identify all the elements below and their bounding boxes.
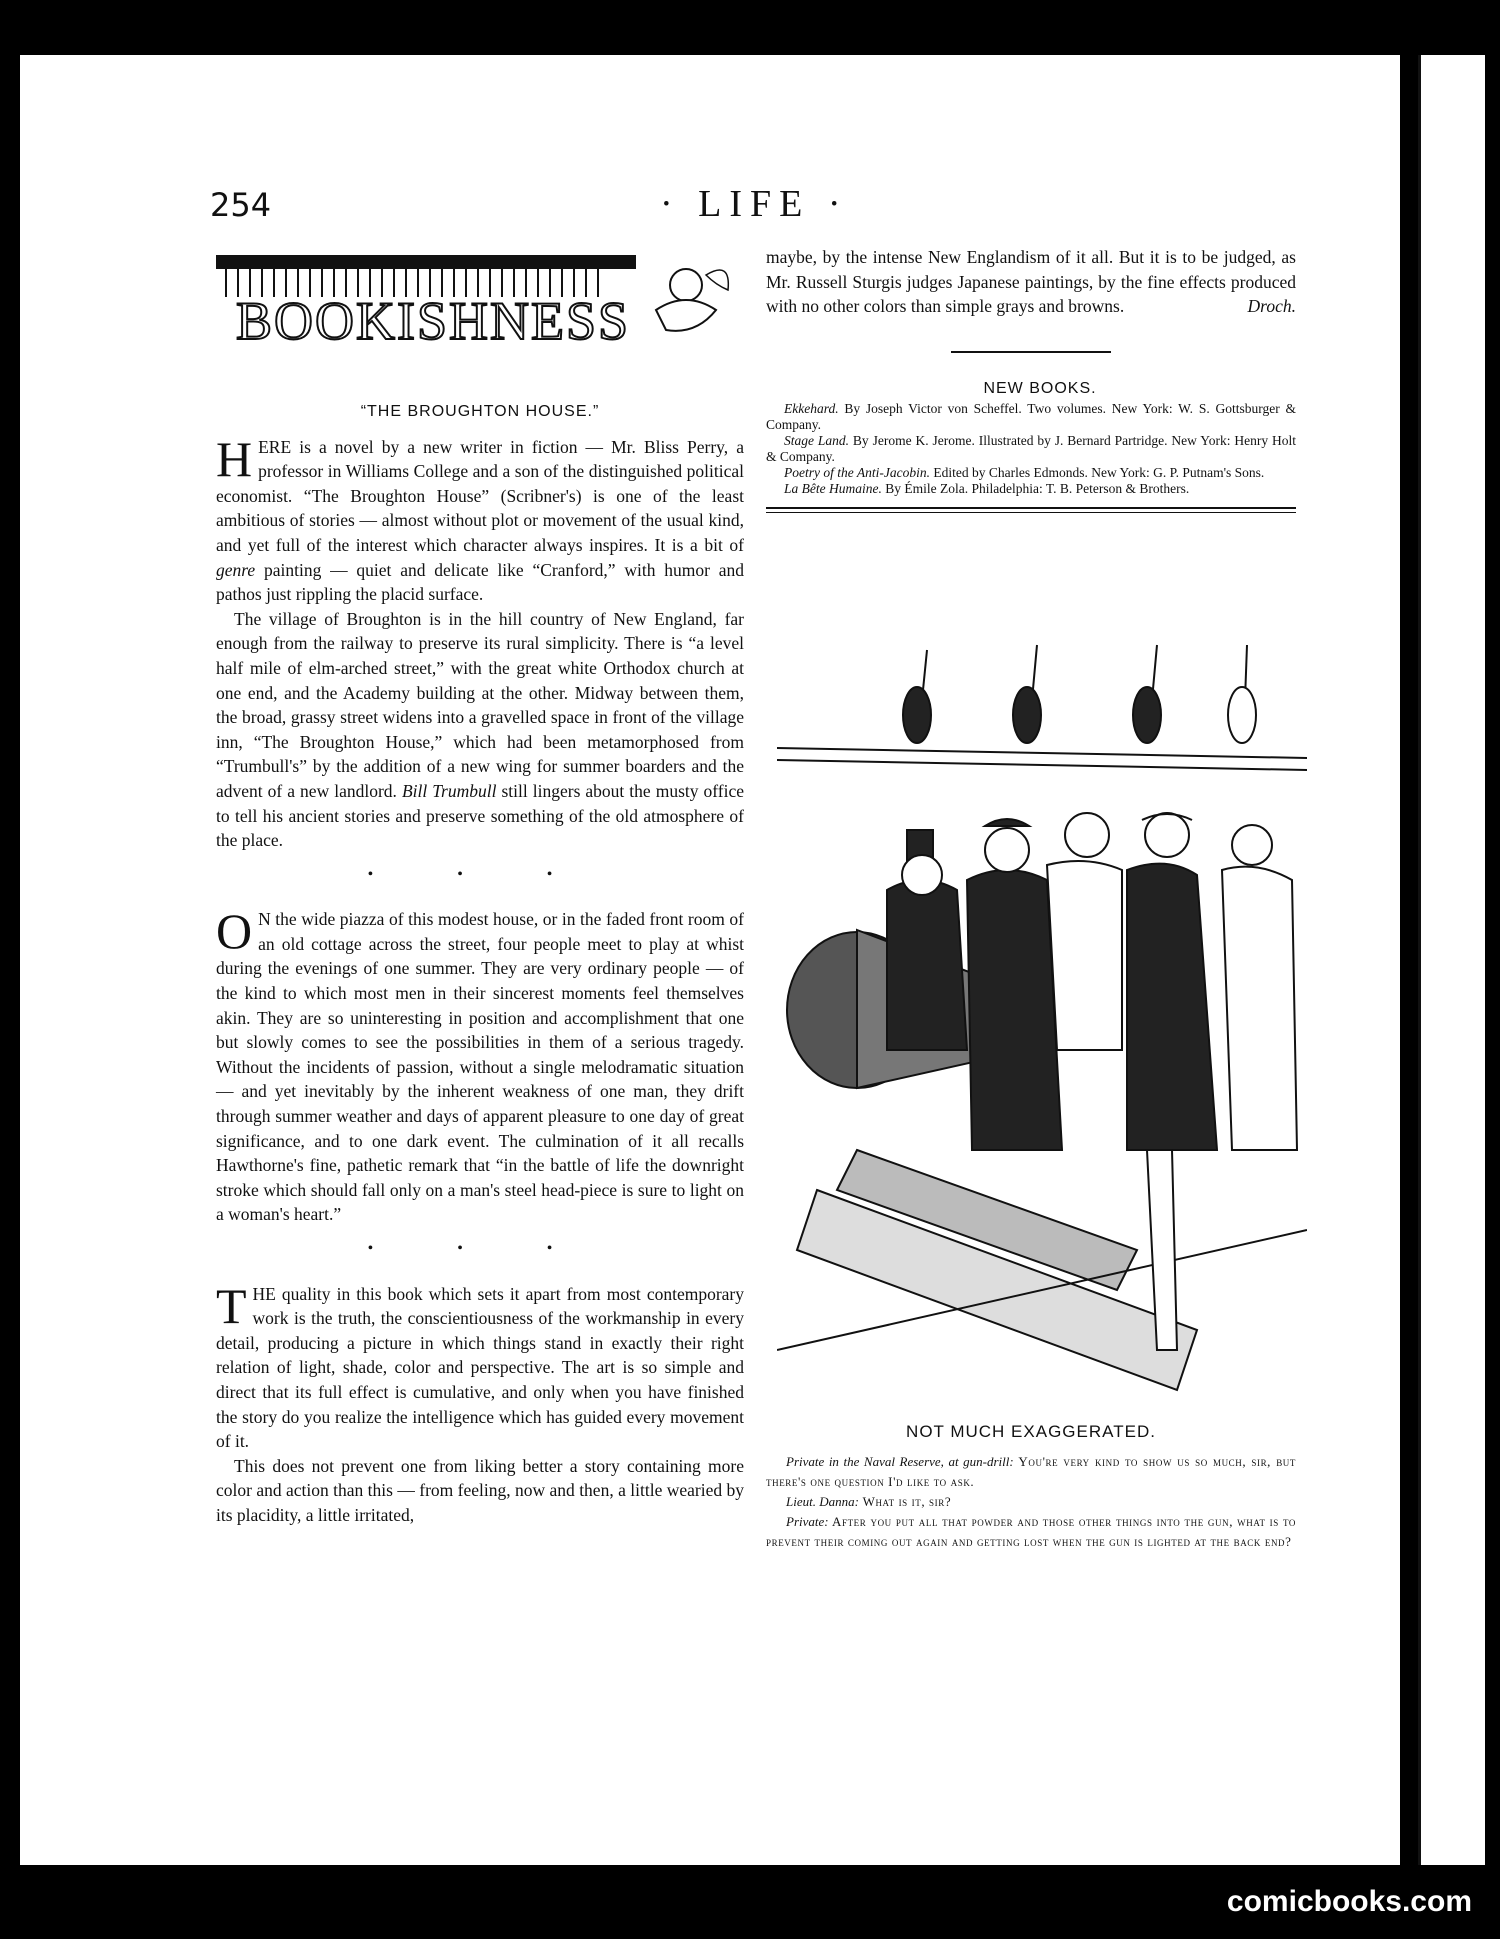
dialogue-line (766, 1512, 1296, 1552)
text-run: is a novel by a new writer in fiction — Mr. Bliss Perry, a professor in Williams College and a son of the distinguished political economist. “The Broughton House” (Scribner's) is one of the least ambitious of stories — almost without plot or movement of the usual kind, and yet full of the interest which character always inspires. It is a bit of (216, 436, 744, 555)
dialogue-text: What is it, sir? (858, 1494, 952, 1509)
book-title: Ekkehard. (784, 401, 839, 417)
dialogue-line (766, 1492, 1296, 1512)
book-title: Poetry of the Anti-Jacobin. (784, 465, 930, 481)
illustration-art (777, 630, 1307, 1398)
drop-cap: O (216, 903, 253, 960)
book-details: By Joseph Victor von Scheffel. Two volumes. New York: W. S. Gottsburger & Company. (766, 401, 1296, 433)
text-run: maybe, by the intense New Englandism of it all. But it is to be judged, as Mr. Russell Sturgis judges Japanese paintings, by the fine effects produced with no other colors than simple grays and browns. (766, 247, 1296, 317)
signature: Droch. (1247, 296, 1296, 317)
new-book-entry (766, 433, 1296, 465)
paragraph-2 (216, 607, 744, 853)
lead-word: ERE (258, 436, 292, 457)
banner-art (216, 255, 736, 350)
paragraph-5: This does not prevent one from liking better a story containing more color and action than this — from feeling, now and then, a little wearied by its placidity, a little irritated, (216, 1455, 744, 1525)
caption-title: NOT MUCH EXAGGERATED. (906, 1422, 1156, 1441)
dialogue-text: You're very kind to show us so much, sir, but there's one question I'd like to ask. (766, 1454, 1296, 1489)
italic-name: Bill Trumbull (401, 780, 497, 801)
text-run: painting — quiet and delicate like “Cranford,” with humor and pathos just rippling the placid surface. (216, 559, 744, 605)
page-number: 254 (210, 186, 272, 224)
text-run: The village of Broughton is in the hill country of New England, far enough from the railway to preserve its rural simplicity. There is “a level half mile of elm-arched street,” with the great white Orthodox church at one end, and the Academy building at the other. Midway between them, the broad, grassy street widens into a gravelled space in front of the village inn, “The Broughton House,” which had been metamorphosed from “Trumbull's” by the addition of a new wing for summer boarders and the advent of a new landlord. (216, 608, 744, 801)
paragraph-1 (216, 430, 744, 607)
drop-cap: T (216, 1277, 247, 1334)
new-book-entry (766, 481, 1296, 497)
new-books-list (766, 401, 1296, 497)
new-books-heading: NEW BOOKS. (983, 379, 1097, 397)
new-book-entry (766, 465, 1296, 481)
book-title: Stage Land. (784, 433, 850, 449)
cartoon-caption (766, 1422, 1296, 1552)
divider-double (766, 507, 1296, 513)
bookishness-banner (216, 255, 736, 350)
article-heading: “THE BROUGHTON HOUSE.” (360, 403, 600, 420)
italic-term: genre (216, 559, 256, 580)
text-run: quality in this book which sets it apart from most contemporary work is the truth, the conscientiousness of the workmanship in every detail, producing a picture in which things stand in exactly their right relation of light, shade, color and perspective. The art is so simple and direct that its full effect is cumulative, and only when you have finished the story do you realize the intelligence which has guided every movement of it. (216, 1283, 744, 1452)
dialogue-line (766, 1452, 1296, 1492)
gun-drill-illustration (777, 630, 1307, 1398)
section-break: • • • (367, 1240, 593, 1257)
book-details: By Jerome K. Jerome. Illustrated by J. Bernard Partridge. New York: Henry Holt & Company. (766, 433, 1296, 465)
continuation-paragraph (766, 245, 1296, 319)
paragraph-3 (216, 903, 744, 1227)
new-book-entry (766, 401, 1296, 433)
facing-page-edge (1418, 55, 1485, 1865)
section-break: • • • (367, 865, 593, 883)
lead-word: HE (252, 1283, 276, 1304)
speaker: Private: (786, 1514, 829, 1529)
speaker: Lieut. Danna: (786, 1494, 859, 1509)
text-run: the wide piazza of this modest house, or in the faded front room of an old cottage across the street, four people meet to play at whist during the evenings of one summer. They are very ordinary people — of the kind to which most men in their sincerest moments feel themselves akin. They are so uninteresting in position and accomplishment that one but slowly comes to see the possibilities in them of a serious tragedy. Without the incidents of passion, without a single melodramatic situation — and yet inevitably by the inherent weakness of one man, they drift through summer weather and days of apparent pleasure to one day of great significance, and to one dark event. The culmination of it all recalls Hawthorne's fine, pathetic remark that “in the battle of life the downright stroke which should fall only on a man's steel head-piece is sure to light on a woman's heart.” (216, 909, 744, 1225)
banner-title: BOOKISHNESS (236, 291, 631, 350)
article-column-left (216, 400, 744, 1528)
book-details: Edited by Charles Edmonds. New York: G. P. Putnam's Sons. (929, 465, 1265, 481)
page-header (210, 183, 1300, 236)
masthead: · LIFE · (660, 183, 849, 225)
paragraph-4 (216, 1277, 744, 1454)
text-run: still lingers about the musty office to tell his ancient stories and preserve something of the old atmosphere of the place. (216, 780, 745, 851)
article-column-right (766, 245, 1296, 513)
divider (951, 351, 1111, 353)
drop-cap: H (216, 430, 253, 487)
dialogue-text: After you put all that powder and those other things into the gun, what is to prevent their coming out again and getting lost when the gun is lighted at the back end? (766, 1514, 1296, 1549)
lead-word: N (258, 909, 271, 930)
book-title: La Bête Humaine. (784, 481, 882, 497)
book-details: By Émile Zola. Philadelphia: T. B. Peterson & Brothers. (881, 481, 1190, 497)
site-watermark: comicbooks.com (1226, 1885, 1472, 1918)
speaker: Private in the Naval Reserve, at gun-drill: (786, 1454, 1014, 1469)
